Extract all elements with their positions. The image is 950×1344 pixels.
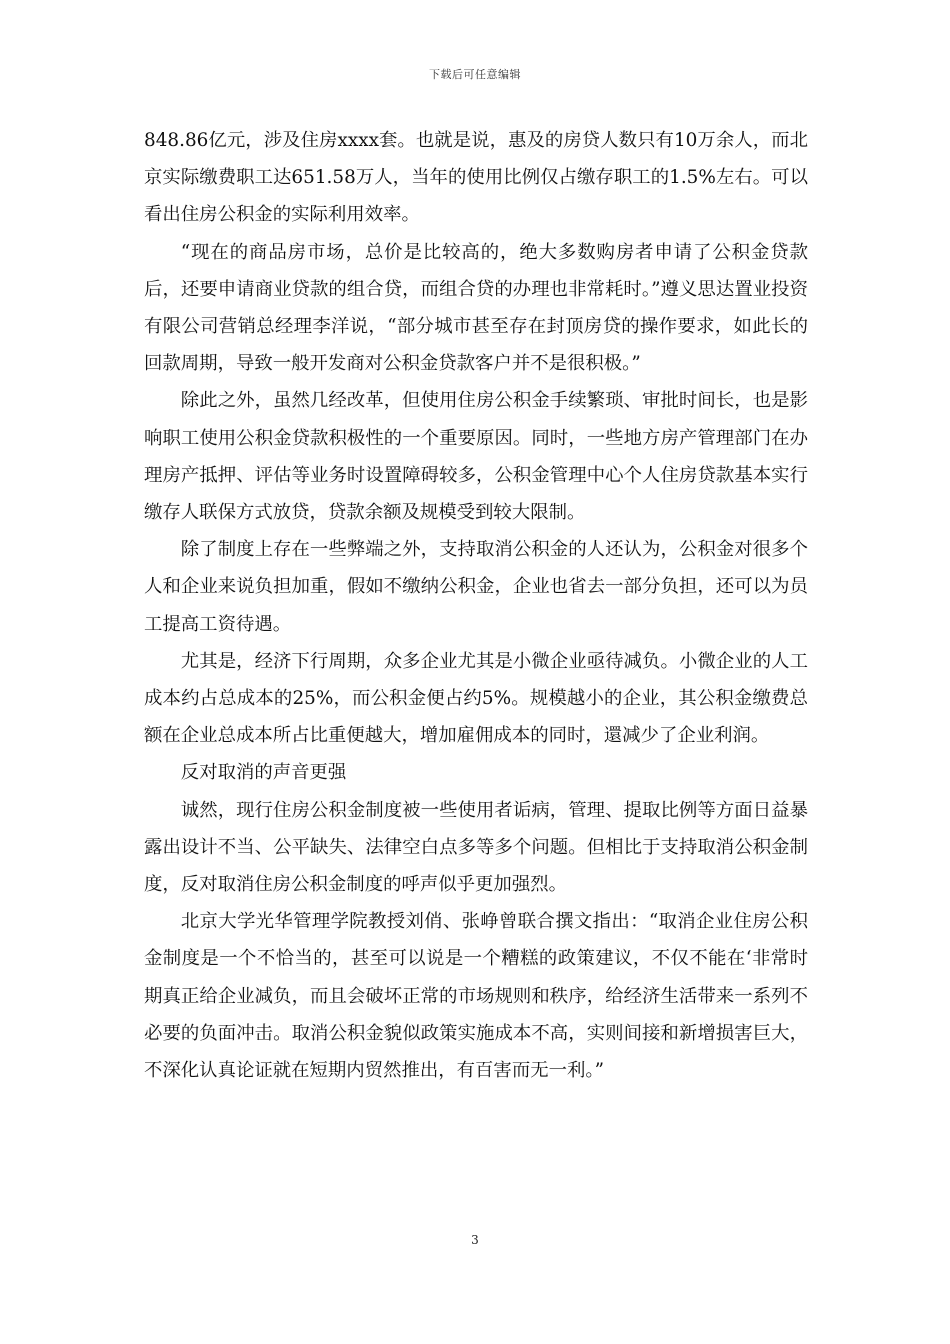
paragraph-pku-quote: 北京大学光华管理学院教授刘俏、张峥曾联合撰文指出：“取消企业住房公积金制度是一个不恰当的，甚至可以说是一个糟糕的政策建议，不仅不能在‘非常时期真正给企业减负，而且会破坏正常的市场规则和秩序，给经济生活带来一系列不必要的负面冲击。取消公积金貌似政策实施成本不高，实则间接和新增损害巨大，不深化认真论证就在短期内贸然推出，有百害而无一利。” [144, 911, 808, 1082]
paragraph-procedures: 除此之外，虽然几经改革，但使用住房公积金手续繁琐、审批时间长，也是影响职工使用公积金贷款积极性的一个重要原因。同时，一些地方房产管理部门在办理房产抵押、评估等业务时设置障碍较多，公积金管理中心个人住房贷款基本实行缴存人联保方式放贷，贷款余额及规模受到较大限制。 [144, 390, 808, 524]
paragraph-quote-li-yang: “现在的商品房市场，总价是比较高的，绝大多数购房者申请了公积金贷款后，还要申请商业贷款的组合贷，而组合贷的办理也非常耗时。”遵义思达置业投资有限公司营销总经理李洋说，“部分城市甚至存在封顶房贷的操作要求，如此长的回款周期，导致一般开发商对公积金贷款客户并不是很积极。” [144, 241, 808, 375]
paragraph-problems: 诚然，现行住房公积金制度被一些使用者诟病，管理、提取比例等方面日益暴露出设计不当、公平缺失、法律空白点多等多个问题。但相比于支持取消公积金制度，反对取消住房公积金制度的呼声似乎更加强烈。 [144, 799, 808, 896]
paragraph-burden: 除了制度上存在一些弊端之外，支持取消公积金的人还认为，公积金对很多个人和企业来说负担加重，假如不缴纳公积金，企业也省去一部分负担，还可以为员工提高工资待遇。 [144, 539, 808, 635]
document-body [144, 122, 808, 1089]
paragraph-continuation: 848.86亿元，涉及住房xxxx套。也就是说，惠及的房贷人数只有10万余人，而北京实际缴费职工达651.58万人，当年的使用比例仅占缴存职工的1.5%左右。可以看出住房公积金的实际利用效率。 [144, 130, 808, 226]
page-number: 3 [471, 1233, 479, 1247]
paragraph-small-business: 尤其是，经济下行周期，众多企业尤其是小微企业亟待减负。小微企业的人工成本约占总成本的25%，而公积金便占约5%。规模越小的企业，其公积金缴费总额在企业总成本所占比重便越大，增加雇佣成本的同时，還减少了企业利润。 [144, 650, 808, 747]
section-heading: 反对取消的声音更强 [180, 762, 347, 784]
page-header: 下载后可任意编辑 [429, 68, 521, 81]
